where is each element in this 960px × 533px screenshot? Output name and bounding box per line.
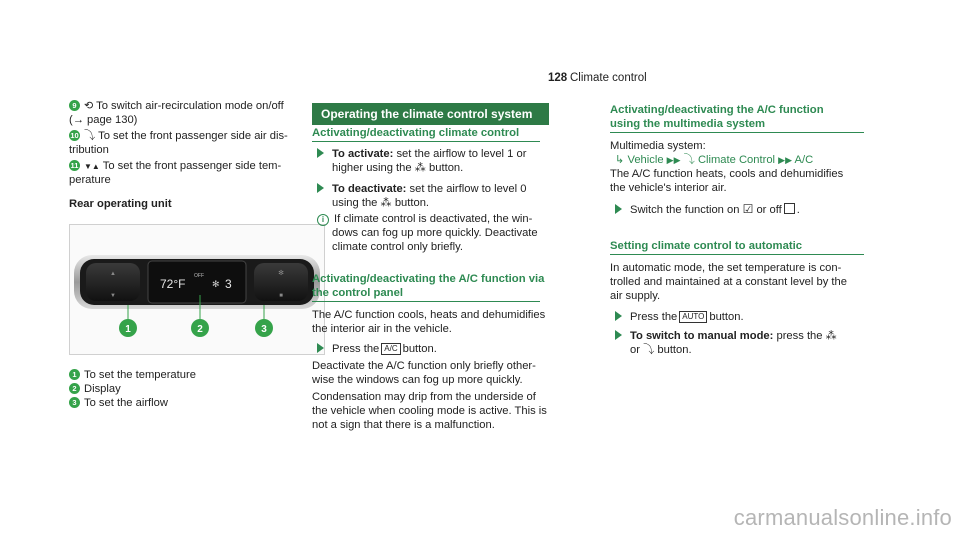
- step-deactivate: To deactivate: set the airflow to level 0: [317, 182, 526, 196]
- callout-badge: 11: [70, 161, 79, 170]
- step-activate: To activate: set the airflow to level 1 or: [317, 147, 526, 161]
- svg-text:3: 3: [261, 324, 267, 335]
- step-arrow-icon: [317, 343, 324, 353]
- step-arrow-icon: [317, 183, 324, 193]
- list-item-cont: perature: [69, 174, 111, 186]
- subsection-heading: Setting climate control to automatic: [610, 240, 803, 252]
- heading-rule: [312, 301, 540, 302]
- list-item: 9 ⟲ To switch air-recirculation mode on/off: [69, 99, 284, 113]
- menu-path: ↳ Vehicle ▶▶ ⤵ Climate Control ▶▶ A/C: [615, 154, 814, 166]
- page-number: 128: [548, 72, 568, 84]
- multimedia-label: Multimedia system:: [610, 140, 706, 152]
- svg-text:2: 2: [197, 324, 203, 335]
- step-arrow-icon: [317, 148, 324, 158]
- paragraph-cont: air supply.: [610, 290, 661, 302]
- heading-rule: [610, 132, 864, 133]
- svg-text:▲: ▲: [110, 271, 116, 277]
- subsection-heading-cont: using the multimedia system: [610, 118, 766, 130]
- auto-button-icon: AUTO: [679, 311, 707, 323]
- svg-text:▼: ▼: [110, 293, 116, 299]
- callout-badge: 10: [70, 131, 79, 140]
- list-item: 11 ▼▲ To set the front passenger side tem-: [70, 160, 282, 172]
- subsection-heading: Activating/deactivating climate control: [312, 127, 520, 139]
- rear-panel-illustration: [70, 225, 324, 354]
- rear-operating-unit-figure: [69, 224, 325, 355]
- paragraph: In automatic mode, the set temperature is con-: [610, 262, 842, 274]
- display-off: OFF: [194, 273, 204, 279]
- section-heading: Rear operating unit: [69, 198, 172, 210]
- fan-button-icon: ⁂: [825, 330, 837, 342]
- checkbox-checked-icon: ☑: [742, 202, 754, 216]
- legend-item: 2 Display: [69, 382, 121, 396]
- note-cont: climate control only briefly.: [332, 241, 463, 253]
- paragraph: Deactivate the A/C function only briefly other-: [312, 360, 536, 372]
- step-arrow-icon: [615, 330, 622, 340]
- subsection-heading: Activating/deactivating the A/C function: [610, 104, 824, 116]
- path-start-icon: ↳: [615, 154, 625, 166]
- section-title-bar: Operating the climate control system: [312, 103, 549, 125]
- paragraph: The A/C function heats, cools and dehumidifies: [610, 168, 844, 180]
- list-item: 10 ⤵ To set the front passenger side air dis-: [70, 130, 288, 142]
- info-icon: i: [317, 214, 329, 226]
- heading-rule: [610, 254, 864, 255]
- subsection-heading-cont: the control panel: [312, 287, 404, 299]
- fan-button-icon: ⁂: [380, 197, 392, 209]
- list-item-cont: (→ page 130): [69, 114, 138, 126]
- display-temperature: 72°F: [160, 277, 186, 291]
- page-title: Climate control: [570, 72, 647, 84]
- paragraph-cont: the vehicle's interior air.: [610, 182, 727, 194]
- paragraph-cont: wise the windows can fog up more quickly.: [312, 374, 523, 386]
- step-press-auto: Press the AUTO button.: [615, 310, 744, 324]
- heading-rule: [312, 141, 540, 142]
- checkbox-empty-icon: [784, 203, 795, 214]
- watermark: carmanualsonline.info: [733, 504, 952, 530]
- paragraph-cont: not a sign that there is a malfunction.: [312, 419, 495, 431]
- note-cont: dows can fog up more quickly. Deactivate: [332, 227, 538, 239]
- legend-item: 3 To set the airflow: [69, 396, 168, 410]
- subsection-heading: Activating/deactivating the A/C function via: [312, 273, 545, 285]
- paragraph-cont: the interior air in the vehicle.: [312, 323, 452, 335]
- step-arrow-icon: [615, 311, 622, 321]
- step-manual-cont: or ⤵ button.: [630, 344, 692, 356]
- climate-icon: ⤵: [683, 154, 695, 166]
- list-item-cont: tribution: [69, 144, 109, 156]
- step-activate-cont: higher using the ⁂ button.: [332, 162, 464, 174]
- paragraph-cont: the vehicle when cooling mode is active. This is: [312, 405, 547, 417]
- step-arrow-icon: [615, 204, 622, 214]
- step-press-ac: Press the A/C button.: [317, 342, 437, 356]
- path-arrow-icon: ▶▶: [778, 155, 792, 165]
- step-switch: Switch the function on ☑ or off .: [615, 202, 800, 217]
- air-distribution-icon: ⤵: [643, 344, 655, 356]
- svg-text:■: ■: [279, 293, 283, 299]
- display-fan-level: 3: [225, 277, 232, 291]
- temperature-arrows-icon: ▼▲: [84, 162, 100, 171]
- note: i If climate control is deactivated, the win-: [317, 212, 532, 226]
- legend-item: 1 To set the temperature: [69, 368, 196, 382]
- ac-button-icon: A/C: [381, 343, 400, 355]
- callout-badge: 9: [69, 100, 80, 111]
- paragraph: Condensation may drip from the underside of: [312, 391, 536, 403]
- fan-button-icon: ⁂: [414, 162, 426, 174]
- paragraph: The A/C function cools, heats and dehumidifies: [312, 309, 546, 321]
- path-arrow-icon: ▶▶: [666, 155, 681, 165]
- svg-text:✻: ✻: [278, 270, 284, 277]
- recirculation-icon: ⟲: [84, 100, 94, 112]
- step-manual: To switch to manual mode: press the ⁂: [615, 329, 837, 343]
- svg-text:1: 1: [125, 324, 131, 335]
- air-distribution-icon: ⤵: [84, 130, 96, 142]
- fan-icon: ✻: [212, 279, 220, 289]
- paragraph-cont: trolled and maintained at a constant level by the: [610, 276, 847, 288]
- step-deactivate-cont: using the ⁂ button.: [332, 197, 430, 209]
